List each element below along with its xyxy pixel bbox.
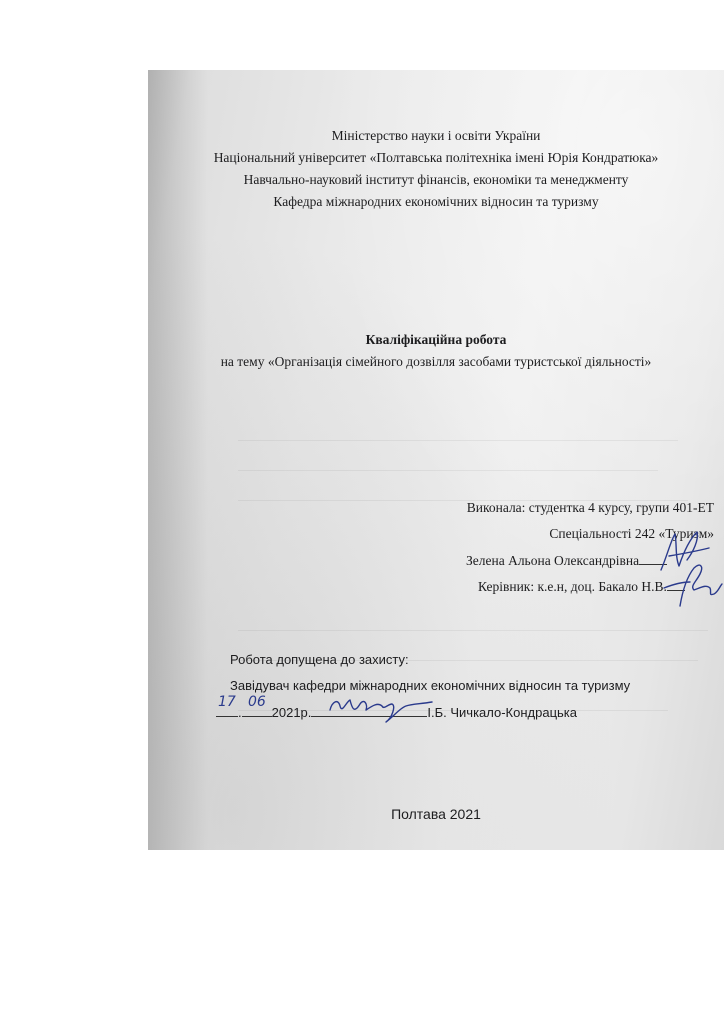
ministry-line: Міністерство науки і освіти України bbox=[331, 128, 541, 143]
supervisor-signature bbox=[660, 558, 724, 612]
performed-by-line: Виконала: студентка 4 курсу, групи 401-ЕТ bbox=[466, 500, 714, 515]
admission-line: Робота допущена до захисту: bbox=[230, 652, 409, 667]
head-name: І.Б. Чичкало-Кондрацька bbox=[427, 705, 578, 720]
supervisor-line: Керівник: к.е.н, доц. Бакало Н.В. bbox=[478, 579, 667, 594]
handwritten-month: 06 bbox=[248, 694, 266, 710]
handwritten-day: 17 bbox=[218, 694, 236, 710]
bleed-through-line bbox=[238, 470, 658, 471]
bleed-through-line bbox=[238, 440, 678, 441]
bleed-through-line bbox=[238, 630, 708, 631]
student-name: Зелена Альона Олександрівна bbox=[466, 553, 640, 568]
head-of-department-line: Завідувач кафедри міжнародних економічних відносин та туризму bbox=[230, 678, 631, 693]
date-separator: . bbox=[238, 705, 242, 720]
city-year: Полтава 2021 bbox=[391, 806, 481, 822]
specialty-line: Спеціальності 242 «Туризм» bbox=[549, 526, 714, 541]
document-topic: на тему «Організація сімейного дозвілля засобами туристської діяльності» bbox=[220, 354, 652, 369]
student-name-row bbox=[466, 552, 667, 569]
institute-line: Навчально-науковий інститут фінансів, економіки та менеджменту bbox=[243, 172, 629, 187]
document-title: Кваліфікаційна робота bbox=[365, 332, 507, 347]
year-suffix: 2021р. bbox=[271, 705, 312, 720]
document-photo bbox=[148, 70, 724, 850]
department-line: Кафедра міжнародних економічних відносин та туризму bbox=[273, 194, 599, 209]
head-signature bbox=[326, 692, 436, 726]
university-line: Національний університет «Полтавська політехніка імені Юрія Кондратюка» bbox=[213, 150, 659, 165]
